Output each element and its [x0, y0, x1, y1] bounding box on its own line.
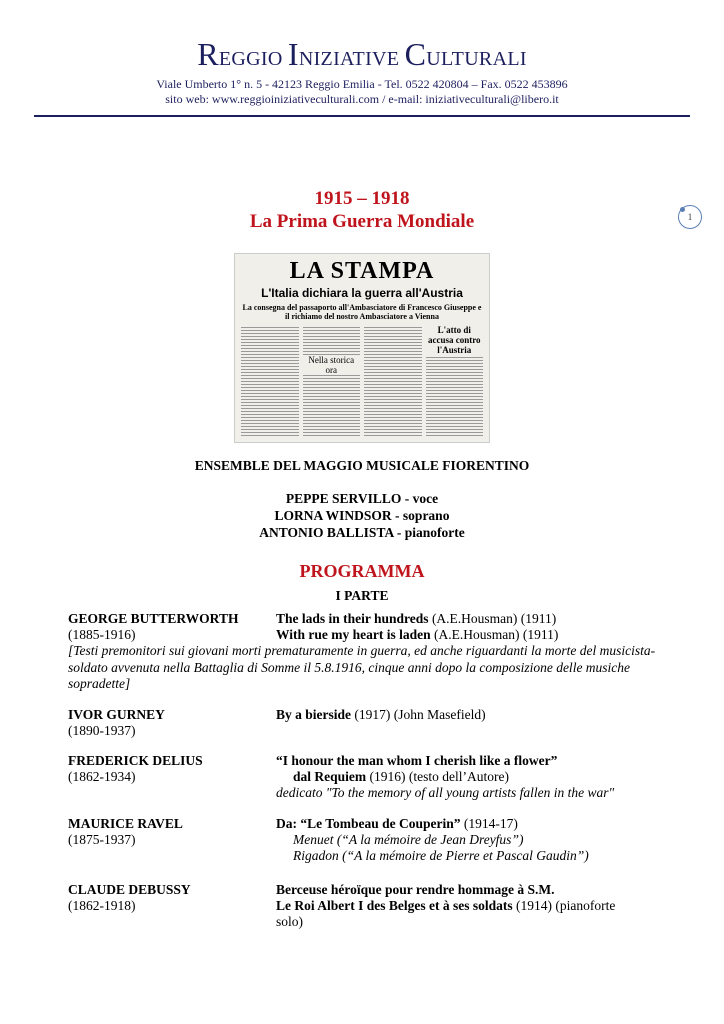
title-years: 1915 – 1918	[314, 188, 410, 209]
contacts: sito web: www.reggioiniziativeculturali.com / e-mail: iniziativeculturali@libero.it	[165, 92, 559, 106]
work-details: solo)	[276, 914, 303, 929]
composer-dates: (1885-1916)	[68, 627, 136, 642]
work	[276, 611, 556, 627]
composer-dates: (1890-1937)	[68, 723, 136, 738]
work-details: (1916) (testo dell’Autore)	[366, 769, 509, 784]
newspaper-box: L'atto di accusa contro l'Austria	[426, 325, 484, 355]
composer-name: CLAUDE DEBUSSY	[68, 882, 191, 897]
work-title: dal Requiem	[293, 769, 367, 784]
composer-dates: (1862-1934)	[68, 769, 136, 784]
work	[293, 769, 509, 785]
composer-dates: (1875-1937)	[68, 832, 136, 847]
composer-name: GEORGE BUTTERWORTH	[68, 611, 239, 626]
logo	[0, 36, 724, 73]
work-details: (A.E.Housman) (1911)	[428, 611, 557, 626]
newspaper-columns	[241, 325, 483, 438]
performer: PEPPE SERVILLO - voce	[285, 491, 439, 506]
work-title: Da: “Le Tombeau de Couperin”	[276, 816, 461, 831]
part-heading: I PARTE	[335, 588, 389, 603]
newspaper-column	[303, 325, 361, 438]
header-rule	[34, 115, 690, 117]
work-details: (1914-17)	[460, 816, 518, 831]
logo-text: EGGIO	[218, 48, 288, 70]
work-title: With rue my heart is laden	[276, 627, 431, 642]
logo-letter: I	[287, 36, 299, 72]
work-title: “I honour the man whom I cherish like a flower”	[276, 753, 558, 768]
work-details: (1917) (John Masefield)	[351, 707, 486, 722]
composer-name: MAURICE RAVEL	[68, 816, 183, 831]
work	[276, 707, 486, 723]
logo-text: ULTURALI	[426, 48, 527, 70]
performer: LORNA WINDSOR - soprano	[274, 508, 450, 523]
work-details: (1914) (pianoforte	[512, 898, 616, 913]
movement: Rigadon (“A la mémoire de Pierre et Pascal Gaudin”)	[293, 848, 589, 863]
address: Viale Umberto 1° n. 5 - 42123 Reggio Emilia - Tel. 0522 420804 – Fax. 0522 453896	[156, 77, 568, 91]
work-details: (A.E.Housman) (1911)	[430, 627, 559, 642]
work-note: [Testi premonitori sui giovani morti prematuramente in guerra, ed anche riguardanti la morte del musicista-soldato avvenuta nella Battaglia di Somme il 5.8.1916, cinque anni dopo la composizione delle musiche sopradette]	[68, 643, 656, 691]
programma-heading: PROGRAMMA	[299, 561, 425, 581]
work-title: Le Roi Albert I des Belges et à ses soldats	[276, 898, 513, 913]
comment-marker[interactable]: 1	[678, 205, 702, 229]
composer-name: FREDERICK DELIUS	[68, 753, 203, 768]
newspaper-column	[364, 325, 422, 438]
work-title: The lads in their hundreds	[276, 611, 429, 626]
logo-letter: C	[404, 36, 427, 72]
work	[276, 627, 558, 643]
work-title: By a bierside	[276, 707, 352, 722]
newspaper-column	[426, 325, 484, 438]
logo-letter: R	[197, 36, 219, 72]
composer-name: IVOR GURNEY	[68, 707, 165, 722]
title-subtitle: La Prima Guerra Mondiale	[249, 211, 475, 232]
movement: Menuet (“A la mémoire de Jean Dreyfus”)	[293, 832, 524, 847]
newspaper-image	[234, 253, 490, 443]
logo-text: NIZIATIVE	[298, 48, 405, 70]
newspaper-masthead: LA STAMPA	[289, 258, 435, 284]
newspaper-headline: L'Italia dichiara la guerra all'Austria	[261, 286, 463, 300]
composer-dates: (1862-1918)	[68, 898, 136, 913]
work	[276, 898, 615, 914]
dedication: dedicato "To the memory of all young artists fallen in the war"	[276, 785, 615, 800]
newspaper-column	[241, 325, 299, 438]
work	[276, 816, 518, 832]
newspaper-subhead: La consegna del passaporto all'Ambasciatore di Francesco Giuseppe e il richiamo del nostro Ambasciatore a Vienna	[242, 303, 482, 321]
performer: ANTONIO BALLISTA - pianoforte	[259, 525, 465, 540]
ensemble: ENSEMBLE DEL MAGGIO MUSICALE FIORENTINO	[194, 458, 530, 473]
work-title: Berceuse héroïque pour rendre hommage à S.M.	[276, 882, 555, 897]
newspaper-box: Nella storica ora	[303, 355, 361, 375]
